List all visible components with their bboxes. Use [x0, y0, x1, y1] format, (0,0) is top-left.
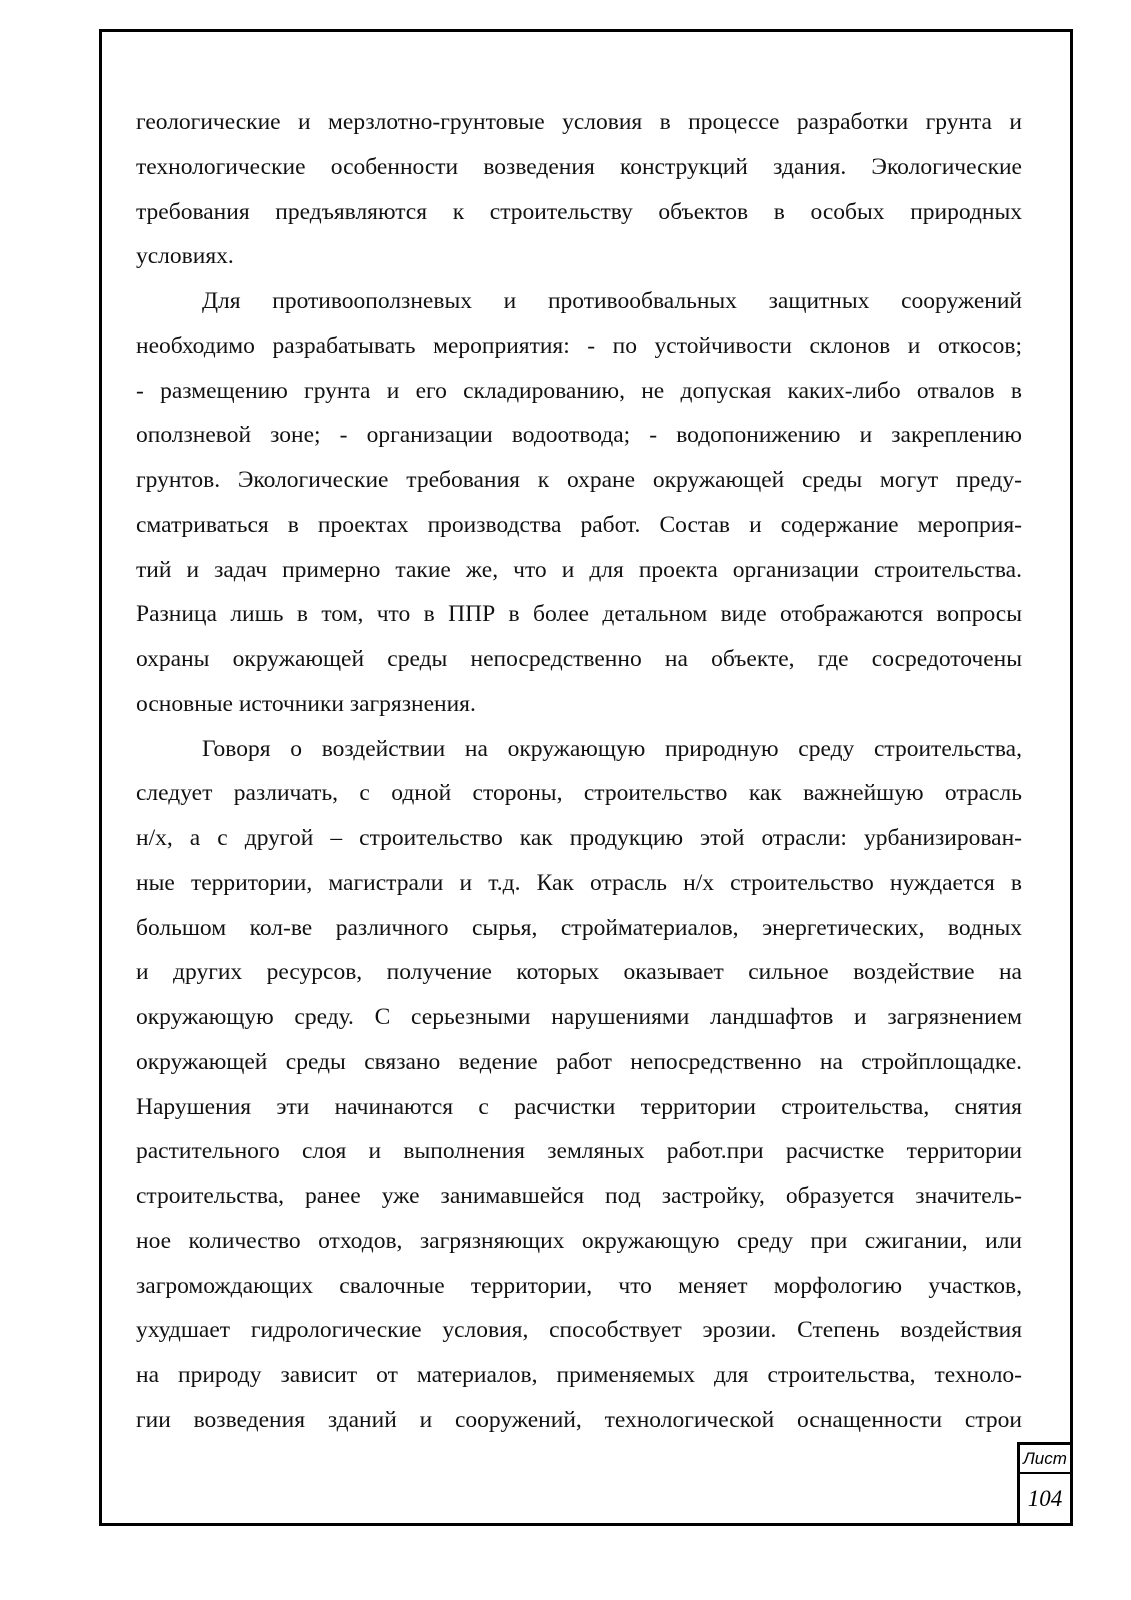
text-line: и других ресурсов, получение которых оказывает сильное воздействие на	[136, 959, 1022, 986]
sheet-stamp	[1017, 1442, 1070, 1523]
text-line: растительного слоя и выполнения земляных работ.при расчистке территории	[136, 1138, 1022, 1165]
document-body	[136, 100, 1022, 1443]
text-line: сматриваться в проектах производства работ. Состав и содержание мероприя-	[136, 511, 1022, 538]
text-line: следует различать, с одной стороны, строительство как важнейшую отрасль	[136, 780, 1022, 807]
text-line: - размещению грунта и его складированию, не допуская каких-либо отвалов в	[136, 377, 1022, 404]
text-line: технологические особенности возведения конструкций здания. Экологические	[136, 153, 1022, 180]
text-line: условиях.	[136, 243, 234, 270]
text-line: грунтов. Экологические требования к охране окружающей среды могут преду-	[136, 467, 1022, 493]
text-line: Нарушения эти начинаются с расчистки территории строительства, снятия	[136, 1093, 1022, 1120]
sheet-label: Лист	[1020, 1445, 1070, 1474]
text-line: загромождающих свалочные территории, что меняет морфологию участков,	[136, 1272, 1022, 1299]
text-line: ухудшает гидрологические условия, способствует эрозии. Степень воздействия	[136, 1317, 1022, 1344]
text-line: ные территории, магистрали и т.д. Как отрасль н/х строительство нуждается в	[136, 869, 1022, 896]
text-line: гии возведения зданий и сооружений, технологической оснащенности строи	[136, 1406, 1022, 1433]
text-line: Разница лишь в том, что в ППР в более детальном виде отображаются вопросы	[136, 601, 1022, 628]
text-line: окружающую среду. С серьезными нарушениями ландшафтов и загрязнением	[136, 1004, 1022, 1030]
text-line: ное количество отходов, загрязняющих окружающую среду при сжигании, или	[136, 1227, 1022, 1254]
text-line: окружающей среды связано ведение работ непосредственно на стройплощадке.	[136, 1048, 1022, 1075]
sheet-number: 104	[1027, 1486, 1063, 1511]
text-line: необходимо разрабатывать мероприятия: - по устойчивости склонов и откосов;	[136, 332, 1022, 359]
text-line: геологические и мерзлотно-грунтовые условия в процессе разработки грунта и	[136, 109, 1022, 135]
text-line: Для противооползневых и противообвальных защитных сооружений	[202, 288, 1022, 314]
text-line: строительства, ранее уже занимавшейся под застройку, образуется значитель-	[136, 1183, 1022, 1209]
text-line: охраны окружающей среды непосредственно на объекте, где сосредоточены	[136, 646, 1022, 672]
text-line: на природу зависит от материалов, применяемых для строительства, техноло-	[136, 1362, 1022, 1388]
text-line: основные источники загрязнения.	[136, 690, 476, 717]
text-line: н/х, а с другой – строительство как продукцию этой отрасли: урбанизирован-	[136, 825, 1022, 851]
text-line: тий и задач примерно такие же, что и для проекта организации строительства.	[136, 556, 1022, 583]
text-line: большом кол-ве различного сырья, стройматериалов, энергетических, водных	[136, 914, 1022, 941]
text-line: оползневой зоне; - организации водоотвода; - водопонижению и закреплению	[136, 422, 1022, 449]
text-line: Говоря о воздействии на окружающую природную среду строительства,	[202, 735, 1022, 762]
text-line: требования предъявляются к строительству объектов в особых природных	[136, 198, 1022, 225]
